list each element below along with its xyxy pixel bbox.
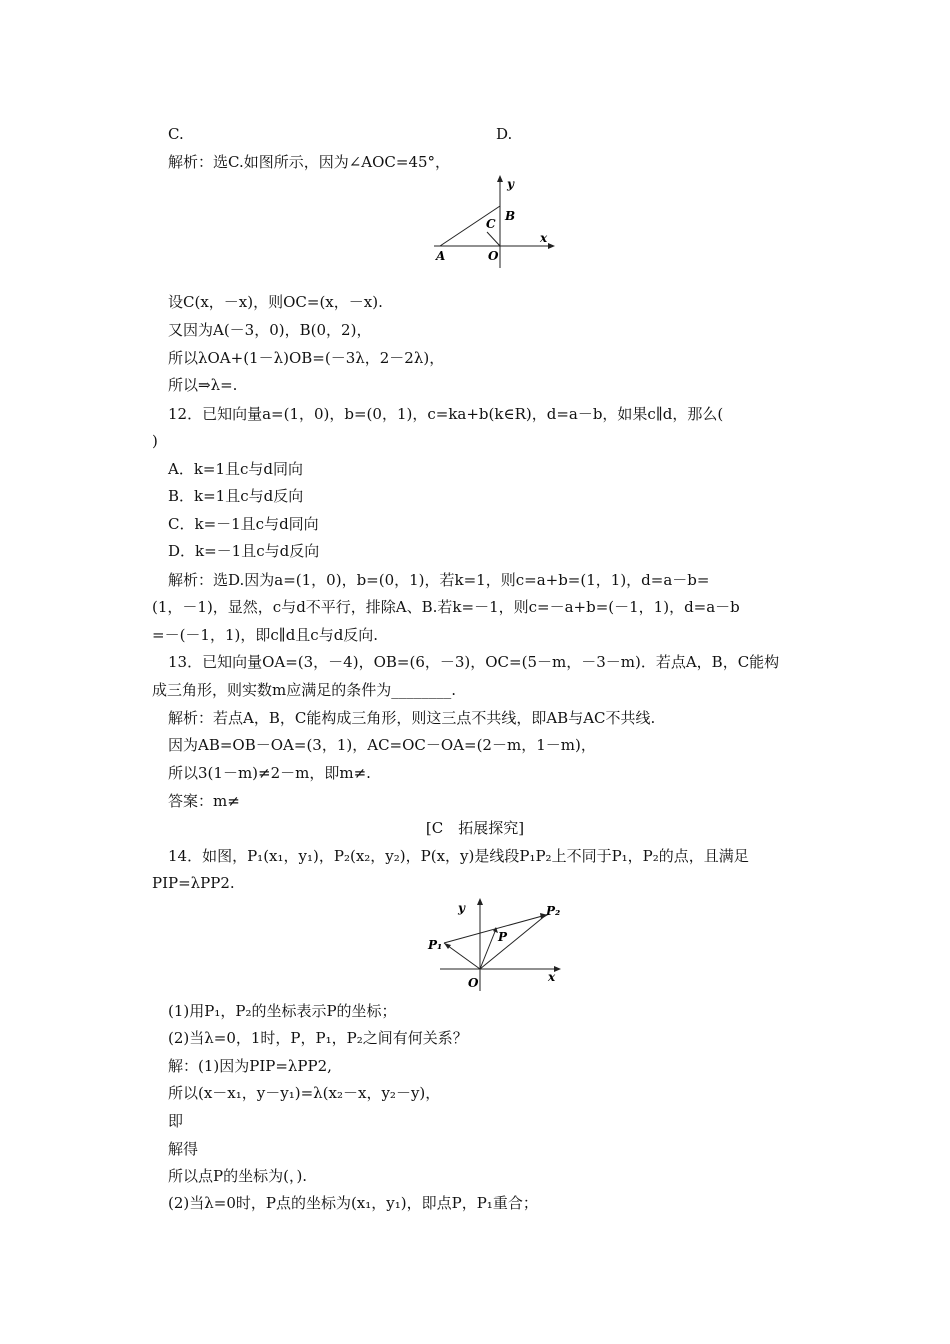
q11-analysis: 解析：选C.如图所示，因为∠AOC=45°， [168, 153, 451, 171]
q12-option-c: C．k=－1且c与d同向 [168, 515, 319, 533]
q12-analysis-line-3: =－(－1，1)，即c∥d且c与d反向. [152, 626, 379, 644]
q14-line-7: 所以点P的坐标为(，). [168, 1167, 308, 1185]
q12-option-b: B．k=1且c与d反向 [168, 487, 304, 505]
fig1-label-b: B [505, 209, 516, 223]
q12-option-d: D．k=－1且c与d反向 [168, 542, 320, 560]
q14-stem-line-2: PIP=λPP2. [152, 874, 235, 892]
q13-line-2: 因为AB=OB－OA=(3，1)，AC=OC－OA=(2－m，1－m)， [168, 736, 596, 754]
option-c-label: C. [168, 125, 184, 143]
fig1-label-a: A [436, 249, 446, 263]
vector-op2 [480, 915, 546, 969]
option-d-label: D. [496, 125, 513, 143]
y-axis-arrow-icon [477, 898, 483, 905]
q13-stem-line-2: 成三角形，则实数m应满足的条件为________. [152, 681, 456, 699]
fig2-label-p: P [498, 930, 508, 944]
section-title: [C 拓展探究] [425, 819, 525, 837]
q13-line-1: 解析：若点A，B，C能构成三角形，则这三点不共线，即AB与AC不共线. [168, 709, 656, 727]
fig1-label-c: C [486, 217, 496, 231]
q14-line-8: (2)当λ=0时，P点的坐标为(x₁，y₁)，即点P，P₁重合； [168, 1194, 538, 1212]
q14-line-4: 所以(x－x₁，y－y₁)=λ(x₂－x，y₂－y)， [168, 1084, 441, 1102]
figure-coordinate-aoc [430, 172, 560, 272]
q12-analysis-line-2: (1，－1)，显然，c与d不平行，排除A、B.若k=－1，则c=－a+b=(－1，1)，d=a－b [152, 598, 740, 616]
q12-analysis-line-1: 解析：选D.因为a=(1，0)，b=(0，1)，若k=1，则c=a+b=(1，1)，d=a－b= [168, 571, 710, 589]
q12-stem-line-1: 12．已知向量a=(1，0)，b=(0，1)，c=ka+b(k∈R)，d=a－b，如果c∥d，那么( [168, 405, 724, 423]
q13-answer: 答案：m≠ [168, 792, 240, 810]
q14-line-2: (2)当λ=0，1时，P，P₁，P₂之间有何关系？ [168, 1029, 468, 1047]
fig2-label-p2: P₂ [546, 904, 561, 918]
q14-stem-line-1: 14．如图，P₁(x₁，y₁)，P₂(x₂，y₂)，P(x，y)是线段P₁P₂上不同于P₁，P₂的点，且满足 [168, 847, 749, 865]
q14-line-1: (1)用P₁，P₂的坐标表示P的坐标； [168, 1002, 397, 1020]
q14-line-3: 解：(1)因为PIP=λPP2, [168, 1057, 332, 1075]
q11-line-3: 所以λOA+(1－λ)OB=(－3λ，2－2λ)， [168, 349, 445, 367]
p1-arrow-icon [444, 943, 451, 949]
q11-line-4: 所以⇒λ=. [168, 376, 238, 394]
fig1-label-o: O [488, 249, 499, 263]
q12-option-a: A．k=1且c与d同向 [168, 460, 304, 478]
q14-line-5: 即 [168, 1112, 184, 1130]
q11-line-1: 设C(x，－x)，则OC=(x，－x). [168, 293, 383, 311]
fig2-label-y: y [458, 901, 465, 915]
fig2-label-o: O [468, 976, 479, 990]
fig1-label-y: y [507, 177, 514, 191]
q13-line-3: 所以3(1－m)≠2－m，即m≠. [168, 764, 371, 782]
q11-line-2: 又因为A(－3，0)，B(0，2)， [168, 321, 372, 339]
x-axis-arrow-icon [548, 243, 555, 249]
figure-segment-p1p2 [420, 895, 570, 995]
q12-stem-line-2: ) [152, 432, 158, 450]
fig1-label-x: x [540, 231, 548, 245]
segment-oc [487, 232, 500, 246]
y-axis-arrow-icon [497, 175, 503, 182]
q13-stem-line-1: 13．已知向量OA=(3，－4)，OB=(6，－3)，OC=(5－m，－3－m)．若点A，B，C能构 [168, 653, 780, 671]
fig2-label-p1: P₁ [428, 938, 443, 952]
q14-line-6: 解得 [168, 1140, 199, 1158]
fig2-label-x: x [548, 970, 556, 984]
